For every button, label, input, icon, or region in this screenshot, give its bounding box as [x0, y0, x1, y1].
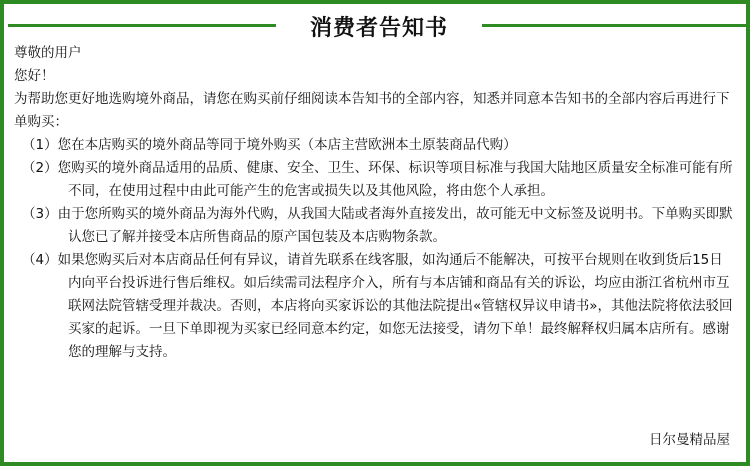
- notice-item-4: （4）如果您购买后对本店商品任何有异议，请首先联系在线客服，如沟通后不能解决，可按平台规则在收到货后15日内向平台投诉进行售后维权。如后续需司法程序介入，所有与本店铺和商品有关的诉讼，均应由浙江省杭州市互联网法院管辖受理并裁决。否则，本店将向买家诉讼的其他法院提出«管辖权异议申请书»，其他法院将依法驳回买家的起诉。一旦下单即视为买家已经同意本约定，如您无法接受，请勿下单！最终解释权归属本店所有。感谢您的理解与支持。: [22, 252, 733, 360]
- notice-item-1: （1）您在本店购买的境外商品等同于境外购买（本店主营欧洲本土原装商品代购）: [22, 137, 517, 153]
- hello: 您好！: [14, 68, 55, 84]
- shop-signature: 日尔曼精品屋: [649, 432, 730, 448]
- notice-item-2: （2）您购买的境外商品适用的品质、健康、安全、卫生、环保、标识等项目标准与我国大陆地区质量安全标准可能有所不同，在使用过程中由此可能产生的危害或损失以及其他风险，将由您个人承担。: [22, 160, 733, 199]
- notice-item-3: （3）由于您所购买的境外商品为海外代购，从我国大陆或者海外直接发出，故可能无中文标签及说明书。下单购买即默认您已了解并接受本店所售商品的原产国包装及本店购物条款。: [22, 206, 733, 245]
- intro-paragraph: 为帮助您更好地选购境外商品，请您在购买前仔细阅读本告知书的全部内容，知悉并同意本告知书的全部内容后再进行下单购买：: [14, 91, 730, 130]
- greeting: 尊敬的用户: [14, 45, 82, 61]
- title-rule-left: [8, 24, 276, 27]
- title-bar: [8, 8, 750, 42]
- notice-body: [14, 42, 736, 364]
- title-rule-right: [482, 24, 750, 27]
- page-title: 消费者告知书: [309, 16, 448, 41]
